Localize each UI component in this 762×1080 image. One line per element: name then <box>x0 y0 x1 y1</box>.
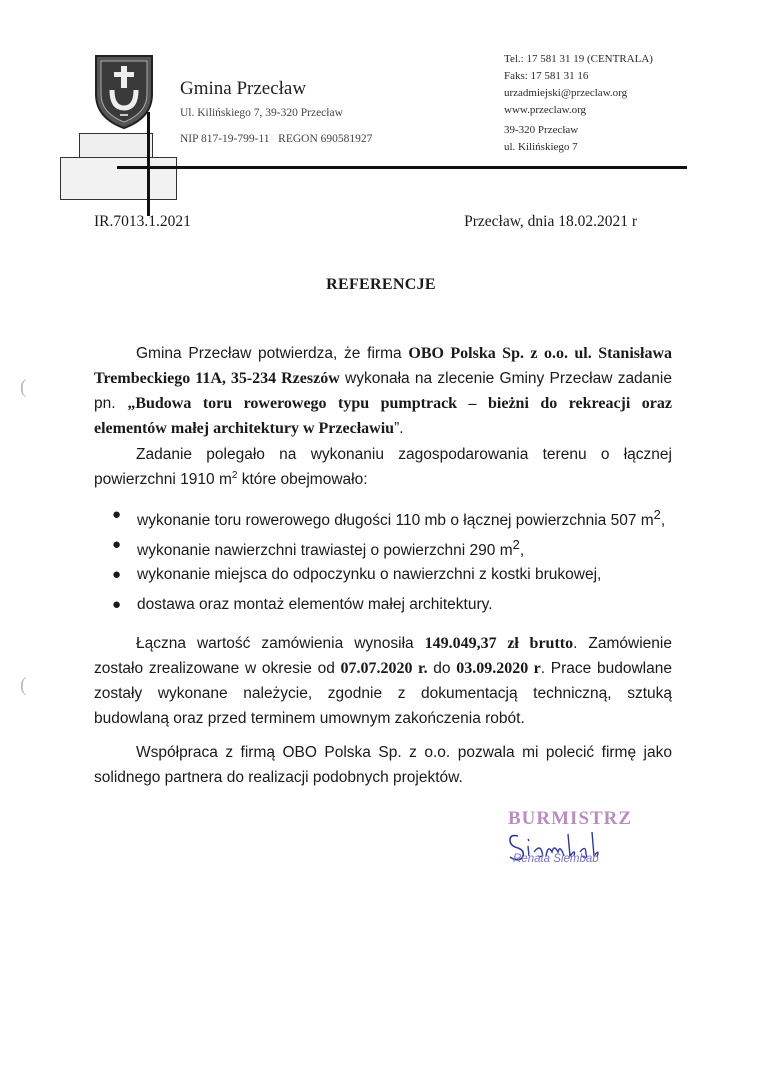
paragraph-confirmation: Gmina Przecław potwierdza, że firma OBO Polska Sp. z o.o. ul. Stanisława Trembeckiego 11A, 35-234 Rzeszów wykonała na zlecenie Gminy Przecław zadanie pn. „Budowa toru rowerowego typu pumptrack – bieżni do rekreacji oraz elementów małej architektury w Przecławiu”. <box>94 345 672 437</box>
stamp-title: BURMISTRZ <box>508 808 633 829</box>
scope-list <box>100 500 680 620</box>
bullet-icon: ● <box>112 506 122 523</box>
bullet-icon: ● <box>112 536 122 553</box>
list-item: ● wykonanie toru rowerowego długości 110 mb o łącznej powierzchnia 507 $m^2$, <box>100 500 680 530</box>
contact-email: urzadmiejski@przeclaw.org <box>504 87 628 99</box>
contact-street: ul. Kilińskiego 7 <box>504 141 578 153</box>
bullet-icon: ● <box>112 596 122 613</box>
list-item: ● wykonanie miejsca do odpoczynku o nawierzchni z kostki brukowej, <box>100 560 680 590</box>
paragraph-value: Łączna wartość zamówienia wynosiła 149.049,37 zł brutto. Zamówienie zostało zrealizowane w okresie od 07.07.2020 r. do 03.09.2020 r. Prace budowlane zostały wykonane należycie, zgodnie z dokumentacją techniczną, sztuką budowlaną oraz przed terminem umownym zakończenia robót. <box>94 635 672 727</box>
org-tax-ids: NIP 817-19-799-11 REGON 690581927 <box>180 133 373 145</box>
bullet-icon: ● <box>112 566 122 583</box>
header-rule <box>117 166 687 169</box>
contact-website: www.przeclaw.org <box>504 104 587 116</box>
org-name: Gmina Przecław <box>180 78 307 99</box>
signatory-name: Renata Siembab <box>513 853 599 865</box>
reference-number: IR.7013.1.2021 <box>94 213 191 230</box>
list-item: ● dostawa oraz montaż elementów małej architektury. <box>100 590 680 620</box>
margin-mark: ( <box>20 674 27 696</box>
document-title: REFERENCJE <box>326 276 436 293</box>
contact-postal: 39-320 Przecław <box>504 124 579 136</box>
header-decoration-box <box>60 157 177 200</box>
contact-fax: Faks: 17 581 31 16 <box>504 70 589 82</box>
paragraph-scope: Zadanie polegało na wykonaniu zagospodarowania terenu o łącznej powierzchni 1910 $m^2$ które obejmowało: <box>94 446 672 488</box>
place-and-date: Przecław, dnia 18.02.2021 r <box>464 213 637 230</box>
margin-mark: ( <box>20 376 27 398</box>
contact-phone: Tel.: 17 581 31 19 (CENTRALA) <box>504 53 653 65</box>
paragraph-recommendation: Współpraca z firmą OBO Polska Sp. z o.o. pozwala mi polecić firmę jako solidnego partnera do realizacji podobnych projektów. <box>94 744 672 786</box>
org-address: Ul. Kilińskiego 7, 39-320 Przecław <box>180 107 343 119</box>
header-vertical-rule <box>147 112 150 216</box>
list-item: ● wykonanie nawierzchni trawiastej o powierzchni 290 $m^2$, <box>100 530 680 560</box>
